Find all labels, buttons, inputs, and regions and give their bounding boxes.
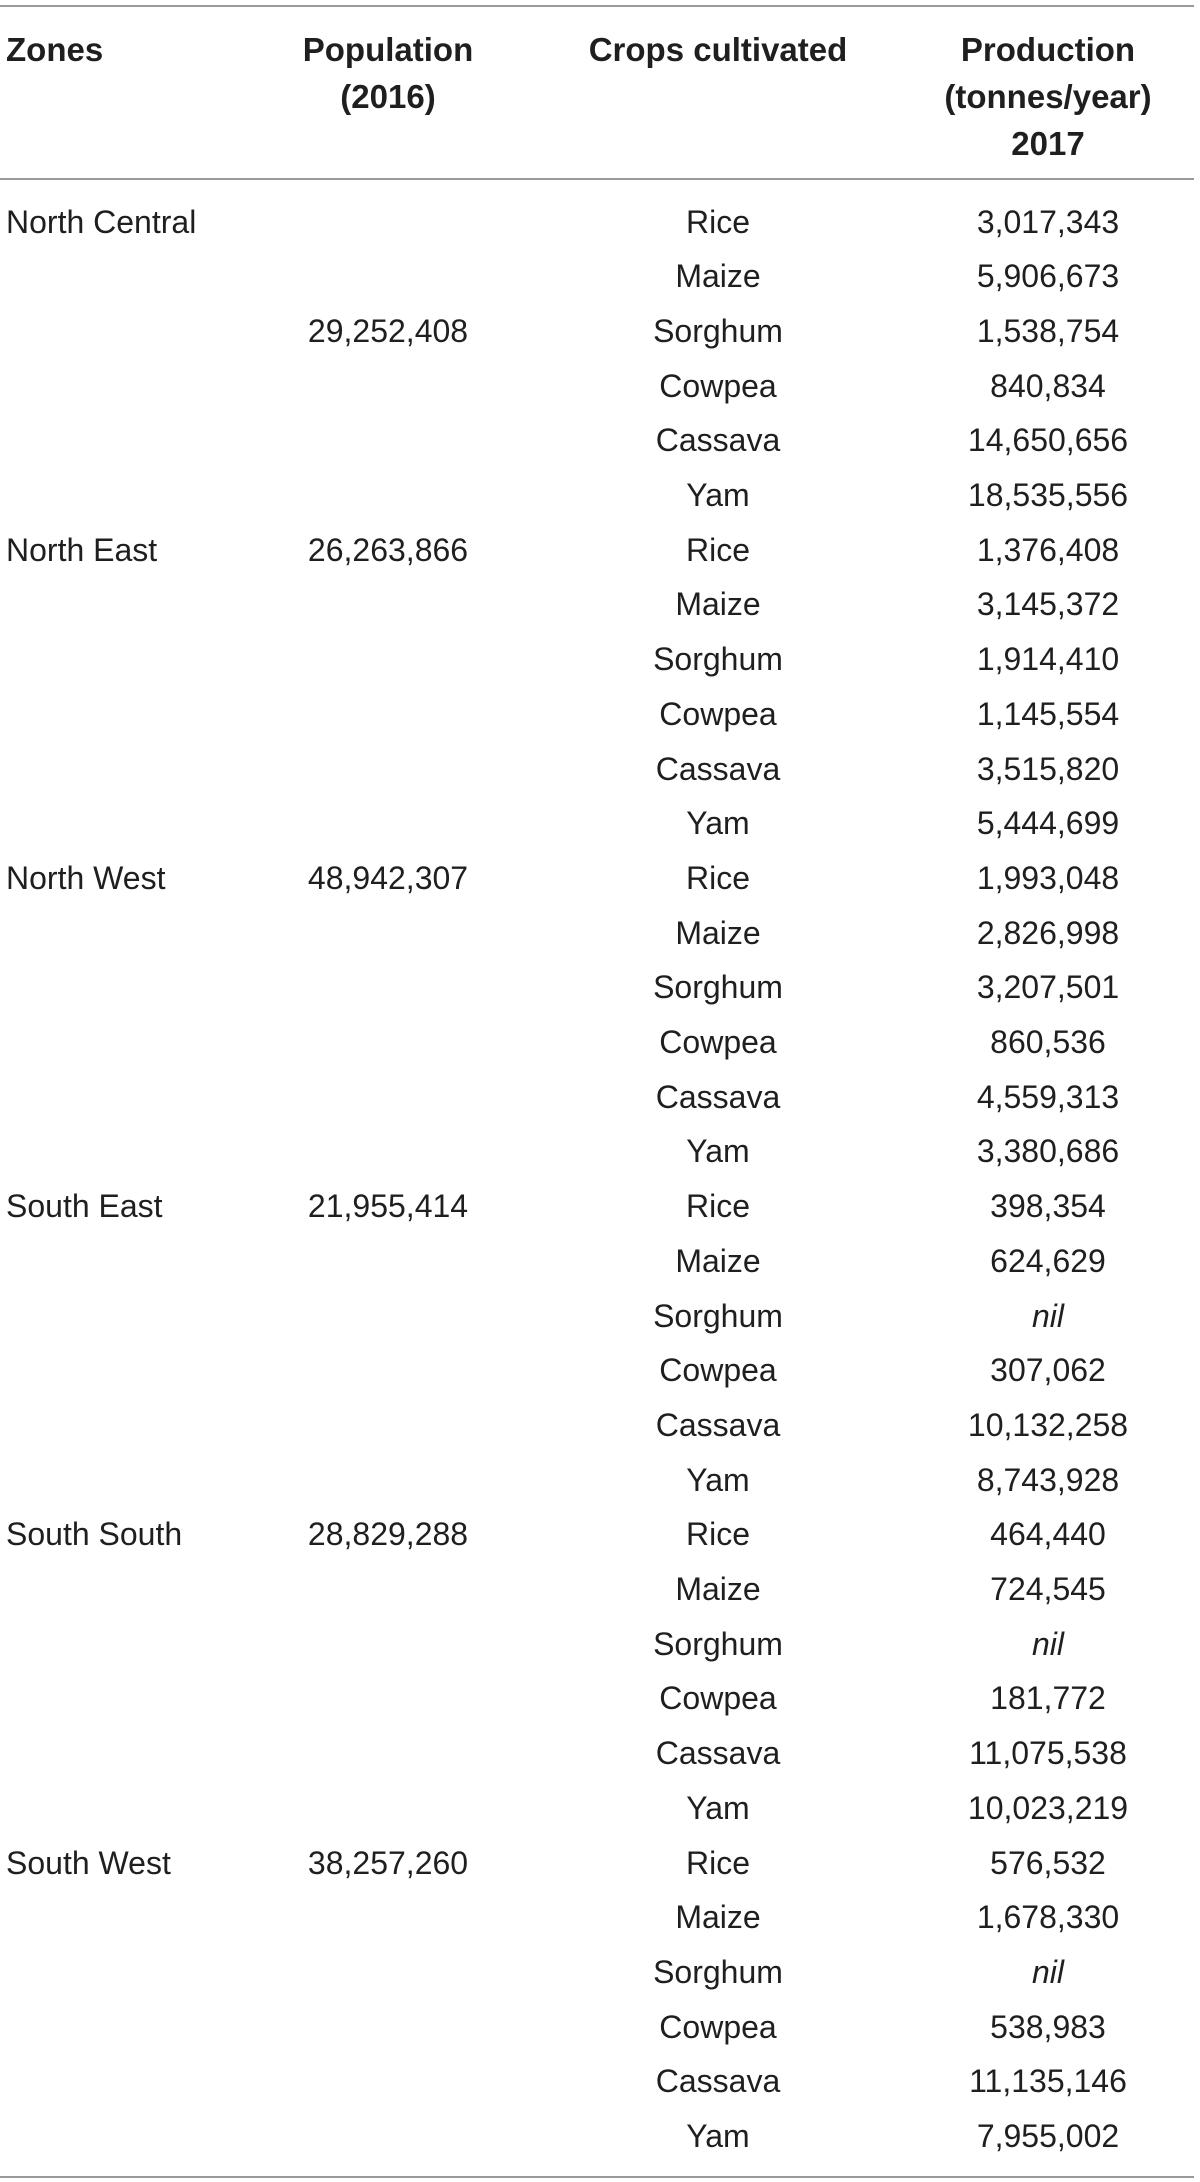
header-population-line2: (2016) bbox=[340, 78, 436, 115]
cell-production: 1,678,330 bbox=[976, 1899, 1120, 1936]
cell-crop: Cowpea bbox=[659, 367, 777, 404]
table-row bbox=[0, 359, 1194, 414]
cell-crop: Sorghum bbox=[653, 641, 783, 678]
header-zones-text: Zones bbox=[6, 31, 104, 68]
cell-crop: Sorghum bbox=[653, 1953, 783, 1990]
cell-crop: Maize bbox=[675, 1899, 761, 1936]
cell-crop: Cowpea bbox=[659, 2008, 777, 2045]
cell-crop: Cowpea bbox=[659, 695, 777, 732]
cell-crop: Yam bbox=[686, 2118, 750, 2154]
table-row bbox=[0, 413, 1194, 468]
cell-production: 1,538,754 bbox=[976, 312, 1120, 349]
header-population-line1: Population bbox=[302, 31, 474, 68]
cell-production: 8,743,928 bbox=[976, 1461, 1120, 1498]
table-row bbox=[0, 1453, 1194, 1508]
cell-crop: Cassava bbox=[655, 1735, 781, 1772]
cell-crop: Rice bbox=[685, 1844, 750, 1881]
cell-crop: Cassava bbox=[655, 422, 781, 459]
cell-crop: Sorghum bbox=[653, 1297, 783, 1334]
cell-crop: Maize bbox=[675, 258, 761, 295]
header-crops bbox=[560, 26, 876, 73]
cell-zone: North Central bbox=[6, 203, 197, 240]
cell-production: 10,132,258 bbox=[967, 1406, 1129, 1443]
table-row bbox=[0, 1015, 1194, 1070]
cell-production: 11,135,146 bbox=[969, 2063, 1127, 2100]
table-row bbox=[0, 906, 1194, 961]
header-crops-text: Crops cultivated bbox=[588, 31, 848, 68]
cell-crop: Rice bbox=[685, 1516, 750, 1553]
cell-production: 398,354 bbox=[990, 1188, 1106, 1225]
cell-production: 181,772 bbox=[990, 1680, 1106, 1717]
table-row bbox=[0, 1617, 1194, 1672]
cell-production: 724,545 bbox=[990, 1571, 1106, 1607]
table-row bbox=[0, 687, 1194, 742]
table-row bbox=[0, 1289, 1194, 1344]
cell-crop: Cowpea bbox=[659, 1024, 777, 1060]
table-row bbox=[0, 1398, 1194, 1453]
cell-population: 28,829,288 bbox=[307, 1516, 469, 1553]
cell-production: 3,017,343 bbox=[976, 203, 1120, 240]
cell-production: 1,993,048 bbox=[976, 859, 1120, 896]
cell-production: 3,515,820 bbox=[976, 750, 1120, 787]
cell-crop: Maize bbox=[675, 1571, 761, 1607]
cell-population: 29,252,408 bbox=[307, 312, 469, 349]
cell-crop: Yam bbox=[686, 1461, 750, 1498]
cell-zone: South East bbox=[6, 1188, 163, 1225]
table-top-rule bbox=[0, 5, 1194, 7]
table-row bbox=[0, 1343, 1194, 1398]
cell-crop: Yam bbox=[686, 1133, 750, 1170]
cell-zone: North East bbox=[6, 531, 158, 568]
table-row bbox=[0, 2109, 1194, 2164]
cell-crop: Cassava bbox=[655, 2063, 781, 2100]
cell-production: 18,535,556 bbox=[967, 477, 1129, 513]
cell-crop: Rice bbox=[685, 859, 750, 896]
table-row bbox=[0, 1234, 1194, 1289]
cell-crop: Maize bbox=[675, 1242, 761, 1279]
cell-population: 21,955,414 bbox=[307, 1188, 469, 1225]
table-row bbox=[0, 632, 1194, 687]
cell-production: 4,559,313 bbox=[976, 1078, 1120, 1115]
cell-crop: Cowpea bbox=[659, 1680, 777, 1717]
cell-production: 840,834 bbox=[990, 367, 1106, 404]
table-row bbox=[0, 1671, 1194, 1726]
cell-crop: Rice bbox=[685, 203, 750, 240]
cell-production: nil bbox=[1031, 1297, 1064, 1334]
table-bottom-rule bbox=[0, 2176, 1194, 2178]
cell-production: 3,380,686 bbox=[976, 1133, 1120, 1170]
table-row bbox=[0, 796, 1194, 851]
header-bottom-rule bbox=[0, 178, 1194, 180]
header-production-line3: 2017 bbox=[1011, 125, 1085, 162]
cell-production: 5,906,673 bbox=[976, 258, 1120, 295]
table-row bbox=[0, 2054, 1194, 2109]
cell-crop: Maize bbox=[675, 914, 761, 951]
cell-crop: Sorghum bbox=[653, 969, 783, 1006]
table-row bbox=[0, 1562, 1194, 1617]
cell-crop: Sorghum bbox=[653, 312, 783, 349]
cell-production: 7,955,002 bbox=[976, 2118, 1120, 2154]
cell-production: 307,062 bbox=[990, 1352, 1106, 1389]
cell-crop: Yam bbox=[686, 477, 750, 513]
cell-production: 538,983 bbox=[990, 2008, 1106, 2045]
cell-production: 11,075,538 bbox=[969, 1735, 1127, 1772]
cell-production: nil bbox=[1031, 1953, 1064, 1990]
cell-production: 3,145,372 bbox=[976, 586, 1120, 623]
cell-population: 26,263,866 bbox=[307, 531, 469, 568]
cell-production: 624,629 bbox=[990, 1242, 1106, 1279]
cell-zone: South South bbox=[6, 1516, 183, 1553]
cell-crop: Rice bbox=[685, 1188, 750, 1225]
cell-zone: North West bbox=[6, 859, 166, 896]
header-zones bbox=[6, 26, 103, 73]
cell-crop: Cassava bbox=[655, 750, 781, 787]
cell-crop: Yam bbox=[686, 1789, 750, 1826]
header-population bbox=[288, 26, 488, 120]
table-row bbox=[0, 1070, 1194, 1125]
header-production bbox=[918, 26, 1178, 167]
table-row bbox=[0, 960, 1194, 1015]
cell-crop: Rice bbox=[685, 531, 750, 568]
cell-crop: Cowpea bbox=[659, 1352, 777, 1389]
cell-crop: Maize bbox=[675, 586, 761, 623]
cell-production: 860,536 bbox=[990, 1024, 1106, 1060]
table-row bbox=[0, 304, 1194, 359]
cell-crop: Cassava bbox=[655, 1406, 781, 1443]
table-row bbox=[0, 1836, 1194, 1891]
cell-production: 1,914,410 bbox=[976, 641, 1120, 678]
cell-production: 1,145,554 bbox=[976, 695, 1120, 732]
cell-production: 3,207,501 bbox=[976, 969, 1120, 1006]
table-row bbox=[0, 1890, 1194, 1945]
table-row bbox=[0, 1945, 1194, 2000]
cell-production: 10,023,219 bbox=[967, 1789, 1129, 1826]
table-row bbox=[0, 851, 1194, 906]
cell-production: nil bbox=[1031, 1625, 1064, 1662]
table-row bbox=[0, 742, 1194, 797]
table-row bbox=[0, 195, 1194, 250]
table-row bbox=[0, 2000, 1194, 2055]
cell-production: 464,440 bbox=[990, 1516, 1106, 1553]
table-row bbox=[0, 468, 1194, 523]
header-production-line2: (tonnes/year) bbox=[944, 78, 1152, 115]
cell-production: 576,532 bbox=[990, 1844, 1106, 1881]
table-row bbox=[0, 1781, 1194, 1836]
cell-production: 14,650,656 bbox=[967, 422, 1129, 459]
cell-population: 38,257,260 bbox=[307, 1844, 469, 1881]
table-row bbox=[0, 249, 1194, 304]
cell-crop: Yam bbox=[686, 805, 750, 842]
cell-crop: Cassava bbox=[655, 1078, 781, 1115]
cell-zone: South West bbox=[6, 1844, 171, 1881]
table-row bbox=[0, 1124, 1194, 1179]
table-row bbox=[0, 577, 1194, 632]
cell-production: 1,376,408 bbox=[976, 531, 1120, 568]
cell-production: 2,826,998 bbox=[976, 914, 1120, 951]
table-row bbox=[0, 1179, 1194, 1234]
cell-population: 48,942,307 bbox=[307, 859, 469, 896]
table-row bbox=[0, 523, 1194, 578]
table-row bbox=[0, 1507, 1194, 1562]
cell-crop: Sorghum bbox=[653, 1625, 783, 1662]
cell-production: 5,444,699 bbox=[976, 805, 1120, 842]
table-row bbox=[0, 1726, 1194, 1781]
header-production-line1: Production bbox=[960, 31, 1136, 68]
